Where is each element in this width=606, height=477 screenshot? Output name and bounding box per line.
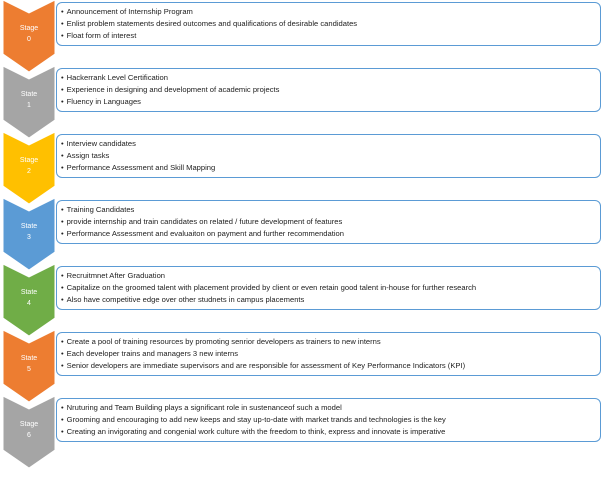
- list-item-text: Enlist problem statements desired outcomes and qualifications of desirable candidates: [66, 19, 358, 28]
- list-item: [61, 426, 596, 438]
- stage-row: [0, 132, 606, 198]
- stage-panel: [56, 134, 601, 178]
- list-item: [61, 204, 596, 216]
- list-item-text: Float form of interest: [66, 31, 137, 40]
- stage-label: State: [20, 223, 38, 230]
- bullet-icon: •: [61, 163, 64, 172]
- bullet-icon: •: [61, 97, 64, 106]
- list-item: [61, 216, 596, 228]
- list-item-text: Fluency in Languages: [66, 97, 141, 106]
- stage-number: 1: [27, 102, 31, 109]
- bullet-icon: •: [61, 415, 64, 424]
- stage-panel: [56, 332, 601, 376]
- stage-bullet-list: [61, 270, 596, 306]
- bullet-icon: •: [61, 403, 64, 412]
- list-item: [61, 6, 596, 18]
- stage-number: 3: [27, 234, 31, 241]
- stage-label: Stage: [19, 25, 39, 32]
- stage-label: State: [20, 289, 38, 296]
- stage-panel: [56, 398, 601, 442]
- bullet-icon: •: [61, 337, 64, 346]
- bullet-icon: •: [61, 427, 64, 436]
- stage-row: [0, 396, 606, 462]
- stage-panel: [56, 200, 601, 244]
- stage-number: 5: [27, 366, 31, 373]
- stage-bullet-list: [61, 204, 596, 240]
- bullet-icon: •: [61, 205, 64, 214]
- bullet-icon: •: [61, 271, 64, 280]
- stage-bullet-list: [61, 336, 596, 372]
- stage-row: [0, 264, 606, 330]
- list-item: [61, 138, 596, 150]
- stage-number: 0: [27, 36, 31, 43]
- list-item: [61, 348, 596, 360]
- bullet-icon: •: [61, 151, 64, 160]
- stage-row: [0, 198, 606, 264]
- list-item-text: Training Candidates: [66, 205, 135, 214]
- list-item-text: Performance Assessment and Skill Mapping: [66, 163, 216, 172]
- stage-bullet-list: [61, 6, 596, 42]
- list-item: [61, 402, 596, 414]
- list-item: [61, 150, 596, 162]
- stage-label: State: [20, 91, 38, 98]
- stage-label: Stage: [19, 157, 39, 164]
- list-item-text: Announcement of Internship Program: [66, 7, 193, 16]
- stage-bullet-list: [61, 138, 596, 174]
- bullet-icon: •: [61, 31, 64, 40]
- stage-row: [0, 0, 606, 66]
- list-item-text: Each developer trains and managers 3 new interns: [66, 349, 239, 358]
- list-item-text: Experience in designing and development of academic projects: [66, 85, 280, 94]
- list-item-text: Interview candidates: [66, 139, 136, 148]
- list-item: [61, 270, 596, 282]
- list-item-text: Hackerrank Level Certification: [66, 73, 168, 82]
- stage-panel: [56, 68, 601, 112]
- stage-label: State: [20, 355, 38, 362]
- stage-panel: [56, 2, 601, 46]
- list-item-text: Grooming and encouraging to add new keeps and stay up-to-date with market trands and technologies is the key: [66, 415, 446, 424]
- bullet-icon: •: [61, 349, 64, 358]
- list-item-text: Create a pool of training resources by promoting senrior developers as trainers to new interns: [66, 337, 381, 346]
- bullet-icon: •: [61, 19, 64, 28]
- list-item-text: Also have competitive edge over other studnets in campus placements: [66, 295, 305, 304]
- bullet-icon: •: [61, 73, 64, 82]
- bullet-icon: •: [61, 217, 64, 226]
- bullet-icon: •: [61, 85, 64, 94]
- list-item: [61, 282, 596, 294]
- list-item: [61, 294, 596, 306]
- list-item-text: Assign tasks: [66, 151, 110, 160]
- stage-row: [0, 66, 606, 132]
- stage-label: Stage: [19, 421, 39, 428]
- list-item: [61, 18, 596, 30]
- bullet-icon: •: [61, 7, 64, 16]
- bullet-icon: •: [61, 295, 64, 304]
- list-item: [61, 228, 596, 240]
- bullet-icon: •: [61, 229, 64, 238]
- list-item: [61, 30, 596, 42]
- list-item: [61, 84, 596, 96]
- stage-number: 2: [27, 168, 31, 175]
- bullet-icon: •: [61, 139, 64, 148]
- stage-bullet-list: [61, 72, 596, 108]
- bullet-icon: •: [61, 361, 64, 370]
- list-item-text: Performance Assessment and evaluaiton on payment and further recommendation: [66, 229, 344, 238]
- list-item-text: Capitalize on the groomed talent with placement provided by client or even retain good talent in-house for further research: [66, 283, 477, 292]
- list-item: [61, 360, 596, 372]
- stage-panel: [56, 266, 601, 310]
- stage-number: 6: [27, 432, 31, 439]
- list-item-text: Nruturing and Team Building plays a significant role in sustenanceof such a model: [66, 403, 342, 412]
- list-item: [61, 336, 596, 348]
- stage-number: 4: [27, 300, 31, 307]
- stage-row: [0, 330, 606, 396]
- list-item-text: Recruitmnet After Graduation: [66, 271, 166, 280]
- stage-bullet-list: [61, 402, 596, 438]
- list-item: [61, 96, 596, 108]
- bullet-icon: •: [61, 283, 64, 292]
- list-item: [61, 162, 596, 174]
- list-item-text: Senior developers are immediate supervisors and are responsible for assessment of Key Performance Indicators (KPI): [66, 361, 466, 370]
- list-item: [61, 72, 596, 84]
- list-item-text: Creating an invigorating and congenial work culture with the freedom to think, express and innovate is imperative: [66, 427, 446, 436]
- list-item: [61, 414, 596, 426]
- list-item-text: provide internship and train candidates on related / future development of features: [66, 217, 343, 226]
